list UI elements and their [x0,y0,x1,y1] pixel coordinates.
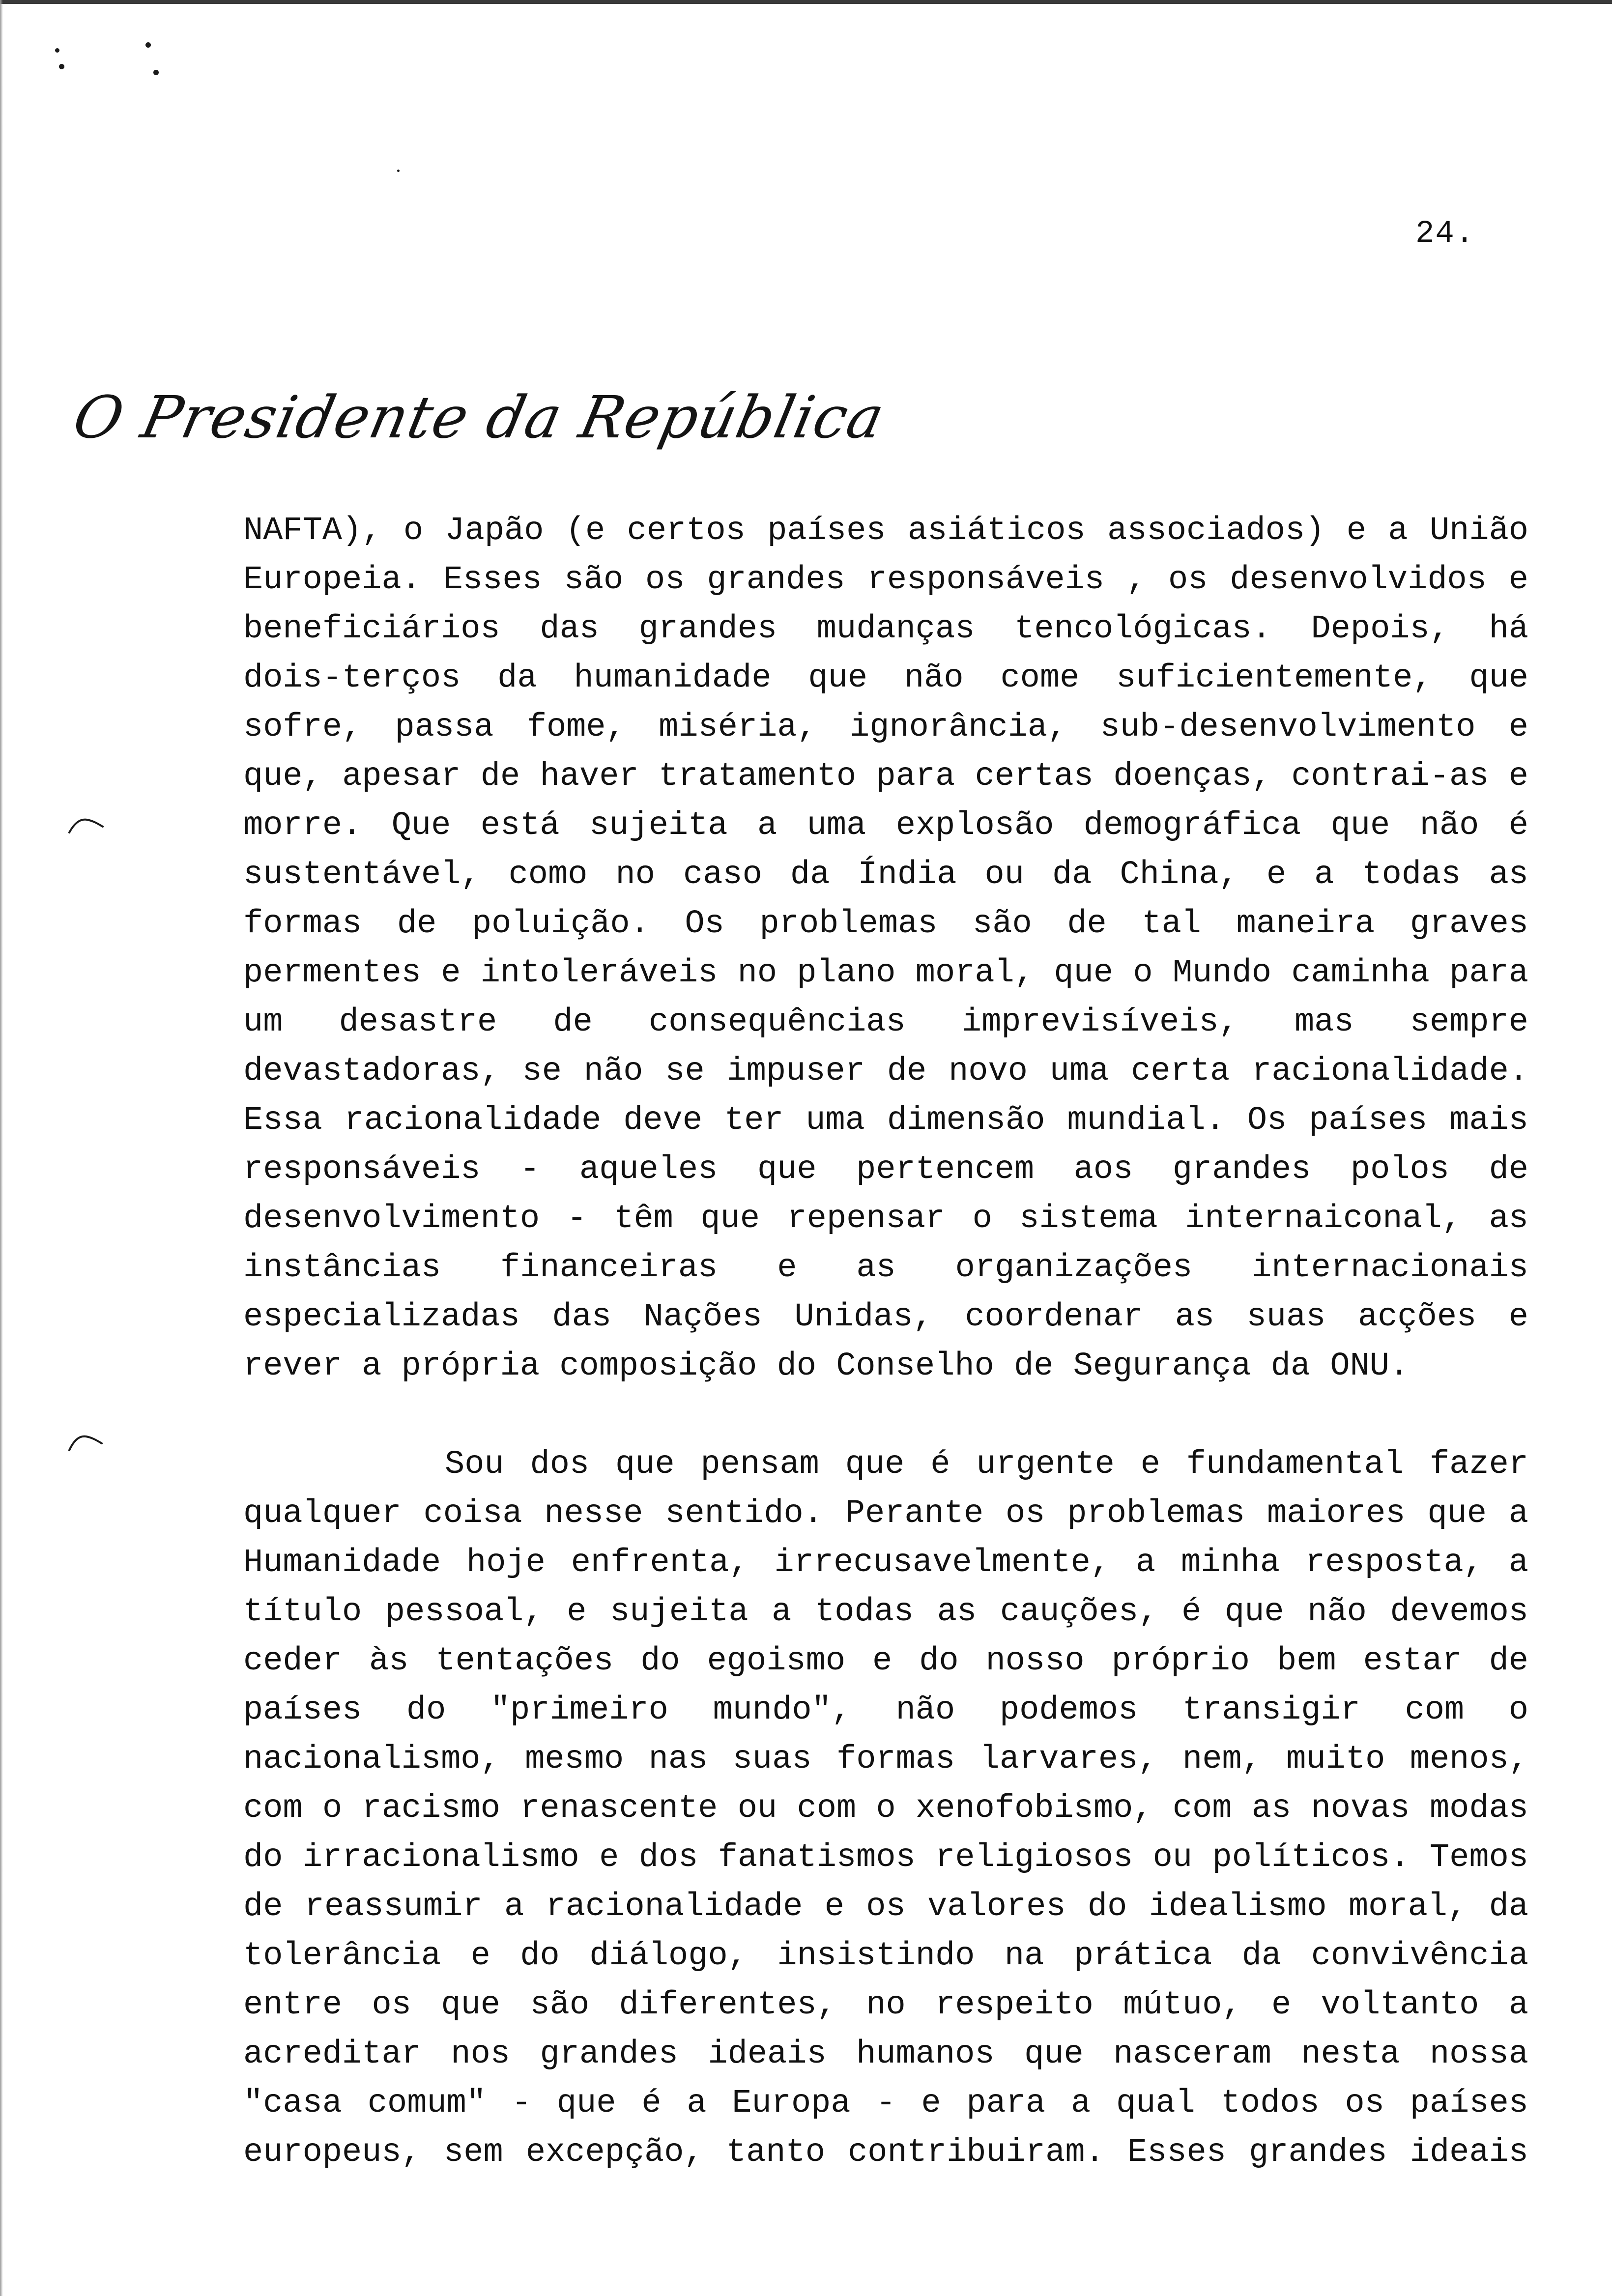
text-line: instâncias financeiras e as organizações internacionais [243,1249,1528,1287]
scan-speck [397,170,400,172]
text-line: "casa comum" - que é a Europa - e para a qual todos os países [243,2085,1528,2122]
text-line: um desastre de consequências imprevisíveis, mas sempre [243,1004,1528,1041]
text-line: sustentável, como no caso da Índia ou da China, e a todas as [243,856,1528,893]
margin-mark-icon [66,816,106,835]
paragraph [243,1440,1528,2177]
text-line: rever a própria composição do Conselho de Segurança da ONU. [243,1348,1410,1385]
text-line: especializadas das Nações Unidas, coordenar as suas acções e [243,1298,1528,1336]
text-line: entre os que são diferentes, no respeito mútuo, e voltanto a [243,1986,1528,2024]
text-line: formas de poluição. Os problemas são de tal maneira graves [243,905,1528,943]
margin-mark-icon [66,1433,106,1452]
text-line: devastadoras, se não se impuser de novo uma certa racionalidade. [243,1053,1528,1090]
text-line: dois-terços da humanidade que não come suficientemente, que [243,660,1528,697]
text-line: nacionalismo, mesmo nas suas formas larvares, nem, muito menos, [243,1741,1528,1778]
scan-speck [59,64,64,69]
text-line: tolerância e do diálogo, insistindo na prática da convivência [243,1937,1528,1975]
letterhead-logo: O Presidente da República [67,383,891,451]
text-line: de reassumir a racionalidade e os valores do idealismo moral, da [243,1888,1528,1925]
text-line: que, apesar de haver tratamento para certas doenças, contrai-as e [243,758,1528,795]
text-line: acreditar nos grandes ideais humanos que nasceram nesta nossa [243,2036,1528,2073]
text-line: morre. Que está sujeita a uma explosão demográfica que não é [243,807,1528,844]
text-line: permentes e intoleráveis no plano moral, que o Mundo caminha para [243,954,1528,992]
text-line: do irracionalismo e dos fanatismos religiosos ou políticos. Temos [243,1839,1528,1876]
scan-left-edge [0,0,3,2296]
text-line: europeus, sem excepção, tanto contribuiram. Esses grandes ideais [243,2134,1528,2171]
scan-top-edge [0,0,1612,4]
scan-speck [55,48,59,53]
text-line: países do "primeiro mundo", não podemos transigir com o [243,1692,1528,1729]
text-line: NAFTA), o Japão (e certos países asiáticos associados) e a União [243,512,1528,549]
text-line: responsáveis - aqueles que pertencem aos grandes polos de [243,1151,1528,1188]
text-line: sofre, passa fome, miséria, ignorância, sub-desenvolvimento e [243,709,1528,746]
text-line: Humanidade hoje enfrenta, irrecusavelmente, a minha resposta, a [243,1544,1528,1581]
text-line: ceder às tentações do egoismo e do nosso próprio bem estar de [243,1642,1528,1680]
scan-speck [145,42,151,48]
text-line: Sou dos que pensam que é urgente e fundamental fazer [445,1446,1528,1483]
page-number: 24. [1415,216,1475,252]
text-line: Europeia. Esses são os grandes responsáveis , os desenvolvidos e [243,561,1528,599]
text-line: qualquer coisa nesse sentido. Perante os problemas maiores que a [243,1495,1528,1532]
text-line: título pessoal, e sujeita a todas as cauções, é que não devemos [243,1593,1528,1631]
text-line: Essa racionalidade deve ter uma dimensão mundial. Os países mais [243,1102,1528,1139]
scan-speck [153,70,159,75]
text-line: desenvolvimento - têm que repensar o sistema internaiconal, as [243,1200,1528,1237]
paragraph [243,506,1528,1391]
text-line: beneficiários das grandes mudanças tencológicas. Depois, há [243,610,1528,648]
text-line: com o racismo renascente ou com o xenofobismo, com as novas modas [243,1790,1528,1827]
